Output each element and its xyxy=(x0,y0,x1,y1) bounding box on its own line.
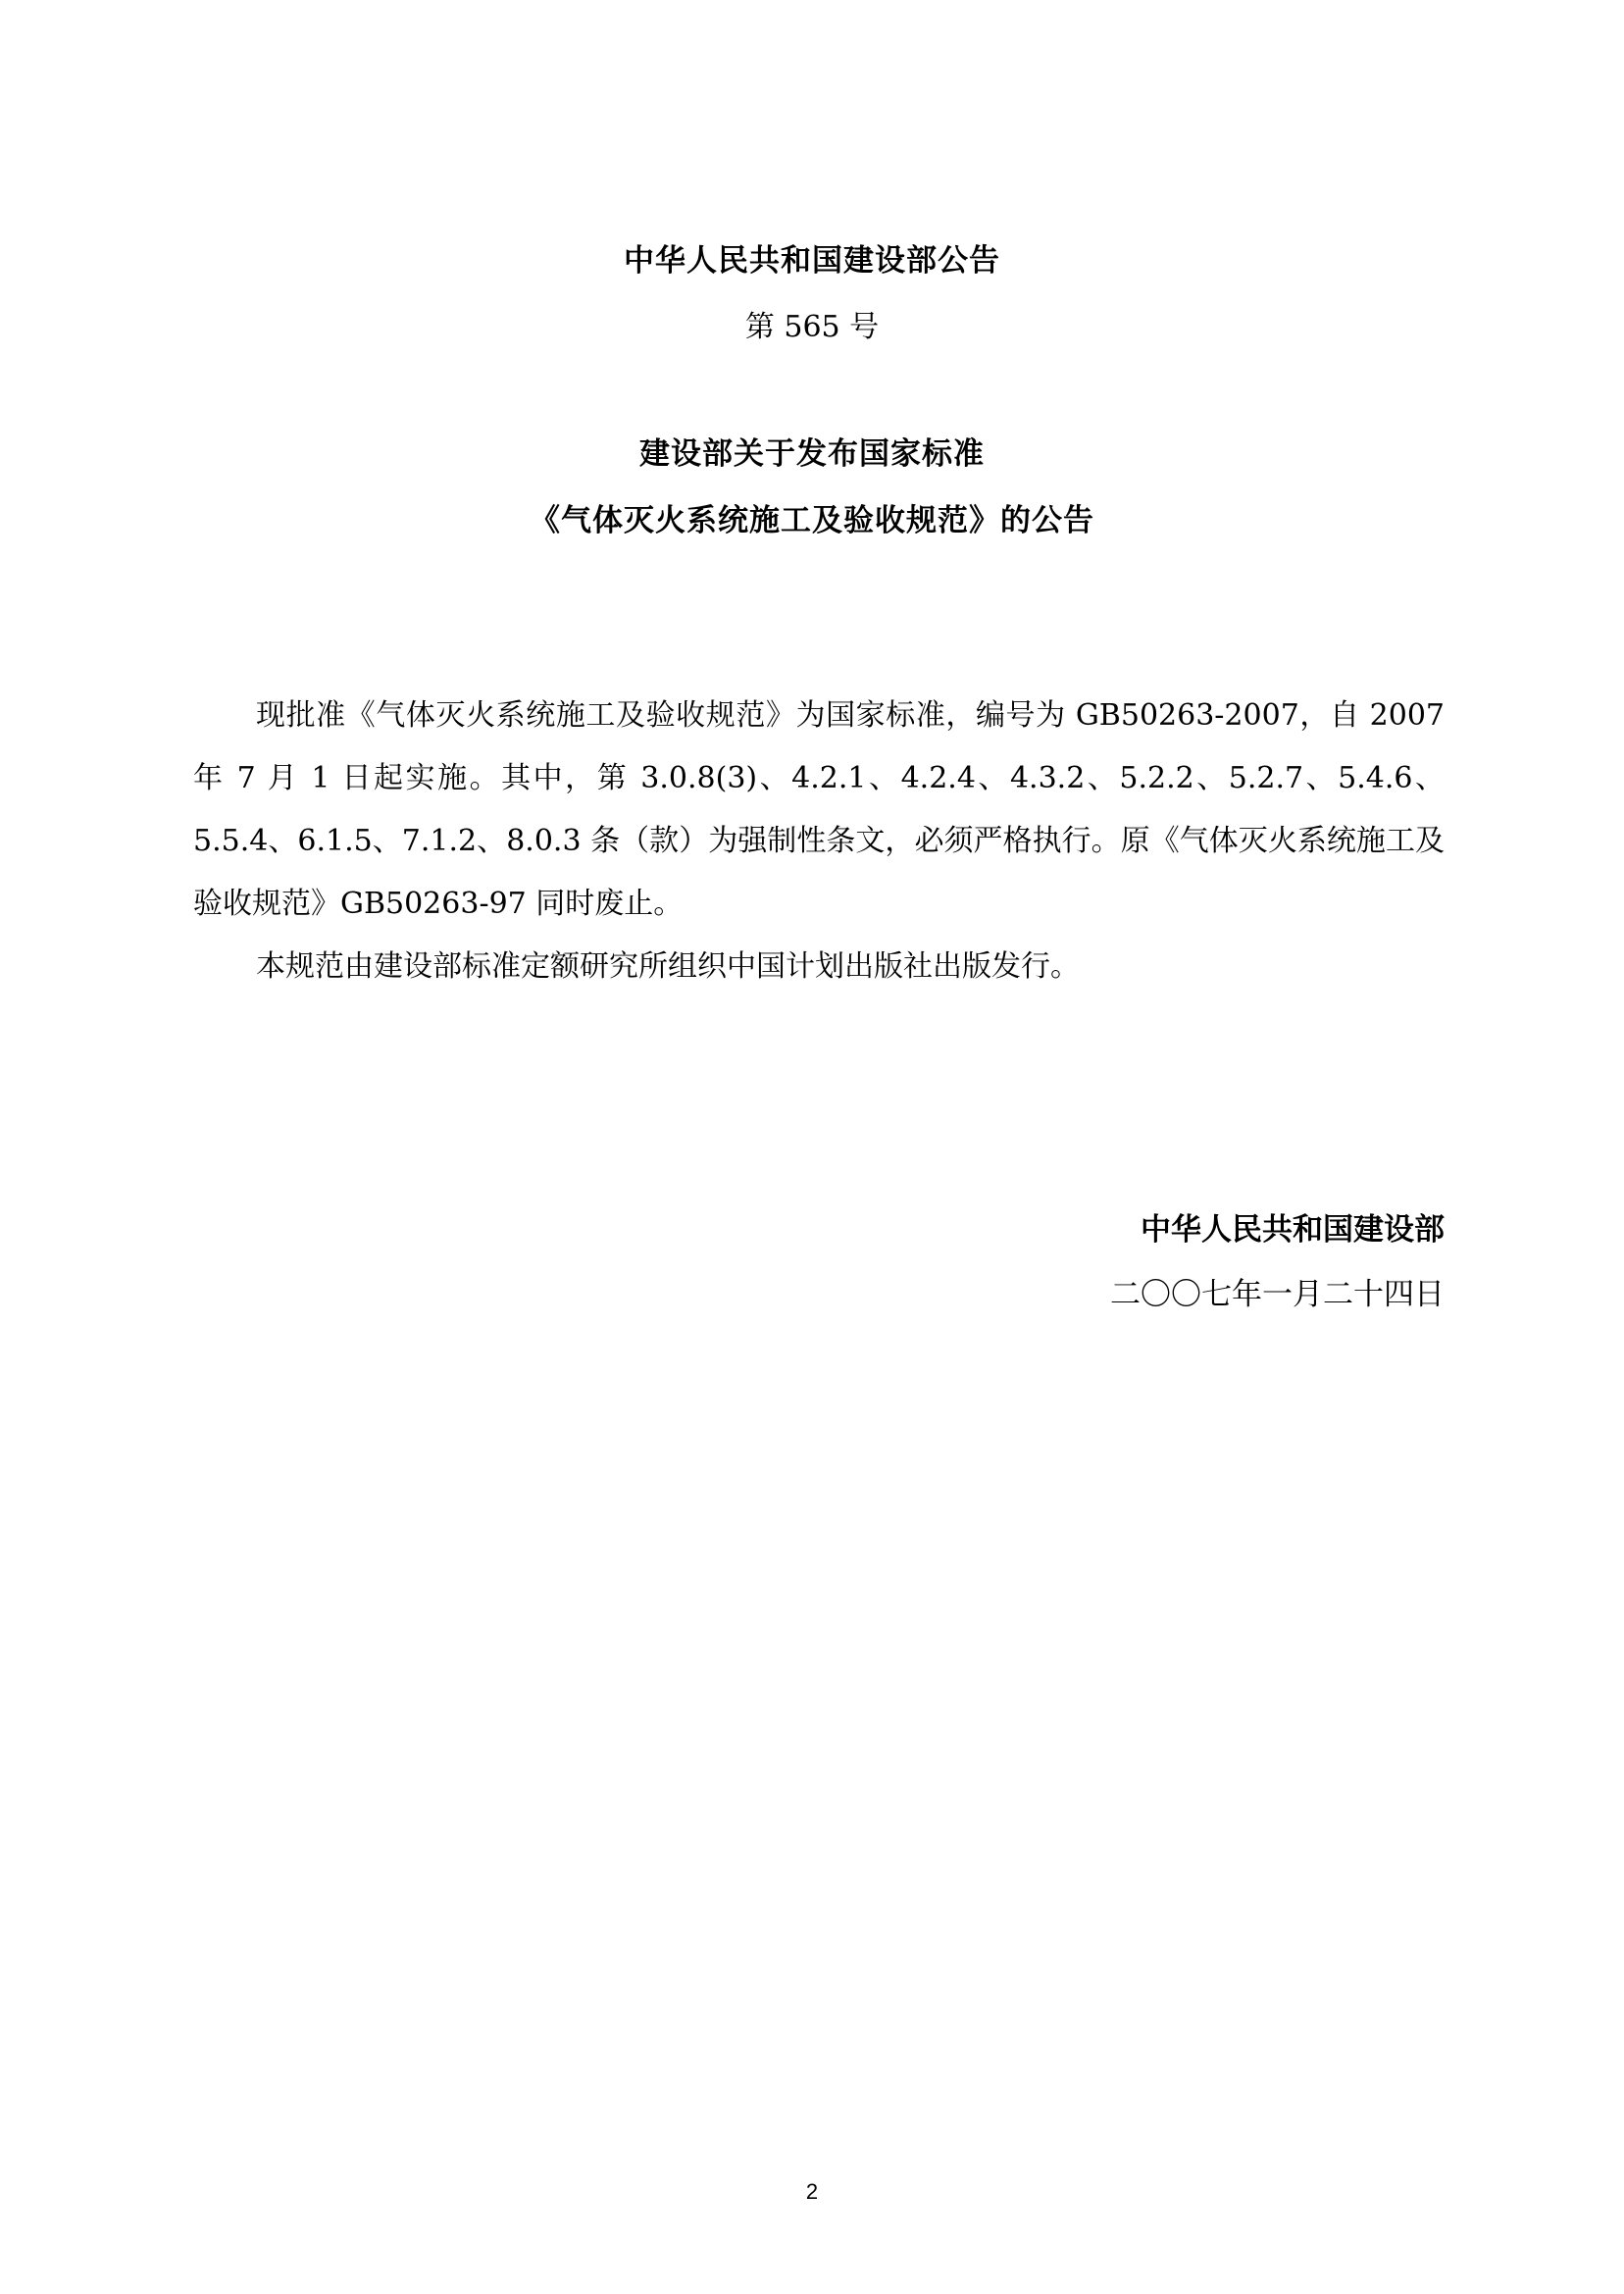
page-number: 2 xyxy=(805,2179,819,2204)
announcement-title-line1: 建设部关于发布国家标准 xyxy=(639,436,985,472)
signature-date: 二〇〇七年一月二十四日 xyxy=(1110,1277,1445,1312)
announcement-title-line2: 《气体灭火系统施工及验收规范》的公告 xyxy=(530,503,1094,538)
announcement-issuer: 中华人民共和国建设部公告 xyxy=(624,243,1000,279)
signature-organization: 中华人民共和国建设部 xyxy=(1141,1212,1445,1248)
announcement-number: 第 565 号 xyxy=(744,310,880,344)
body-paragraph-1: 现批准《气体灭火系统施工及验收规范》为国家标准，编号为 GB50263-2007，自 2007 年 7 月 1 日起实施。其中，第 3.0.8(3)、4.2.1、4.2.4、4.3.2、5.2.2、5.2.7、5.4.6、5.5.4、6.1.5、7.1.2、8.0.3 条（款）为强制性条文，必须严格执行。原《气体灭火系统施工及验收规范》GB50263-97 同时废止。 xyxy=(193,698,1445,921)
body-paragraph-2: 本规范由建设部标准定额研究所组织中国计划出版社出版发行。 xyxy=(256,949,1080,984)
